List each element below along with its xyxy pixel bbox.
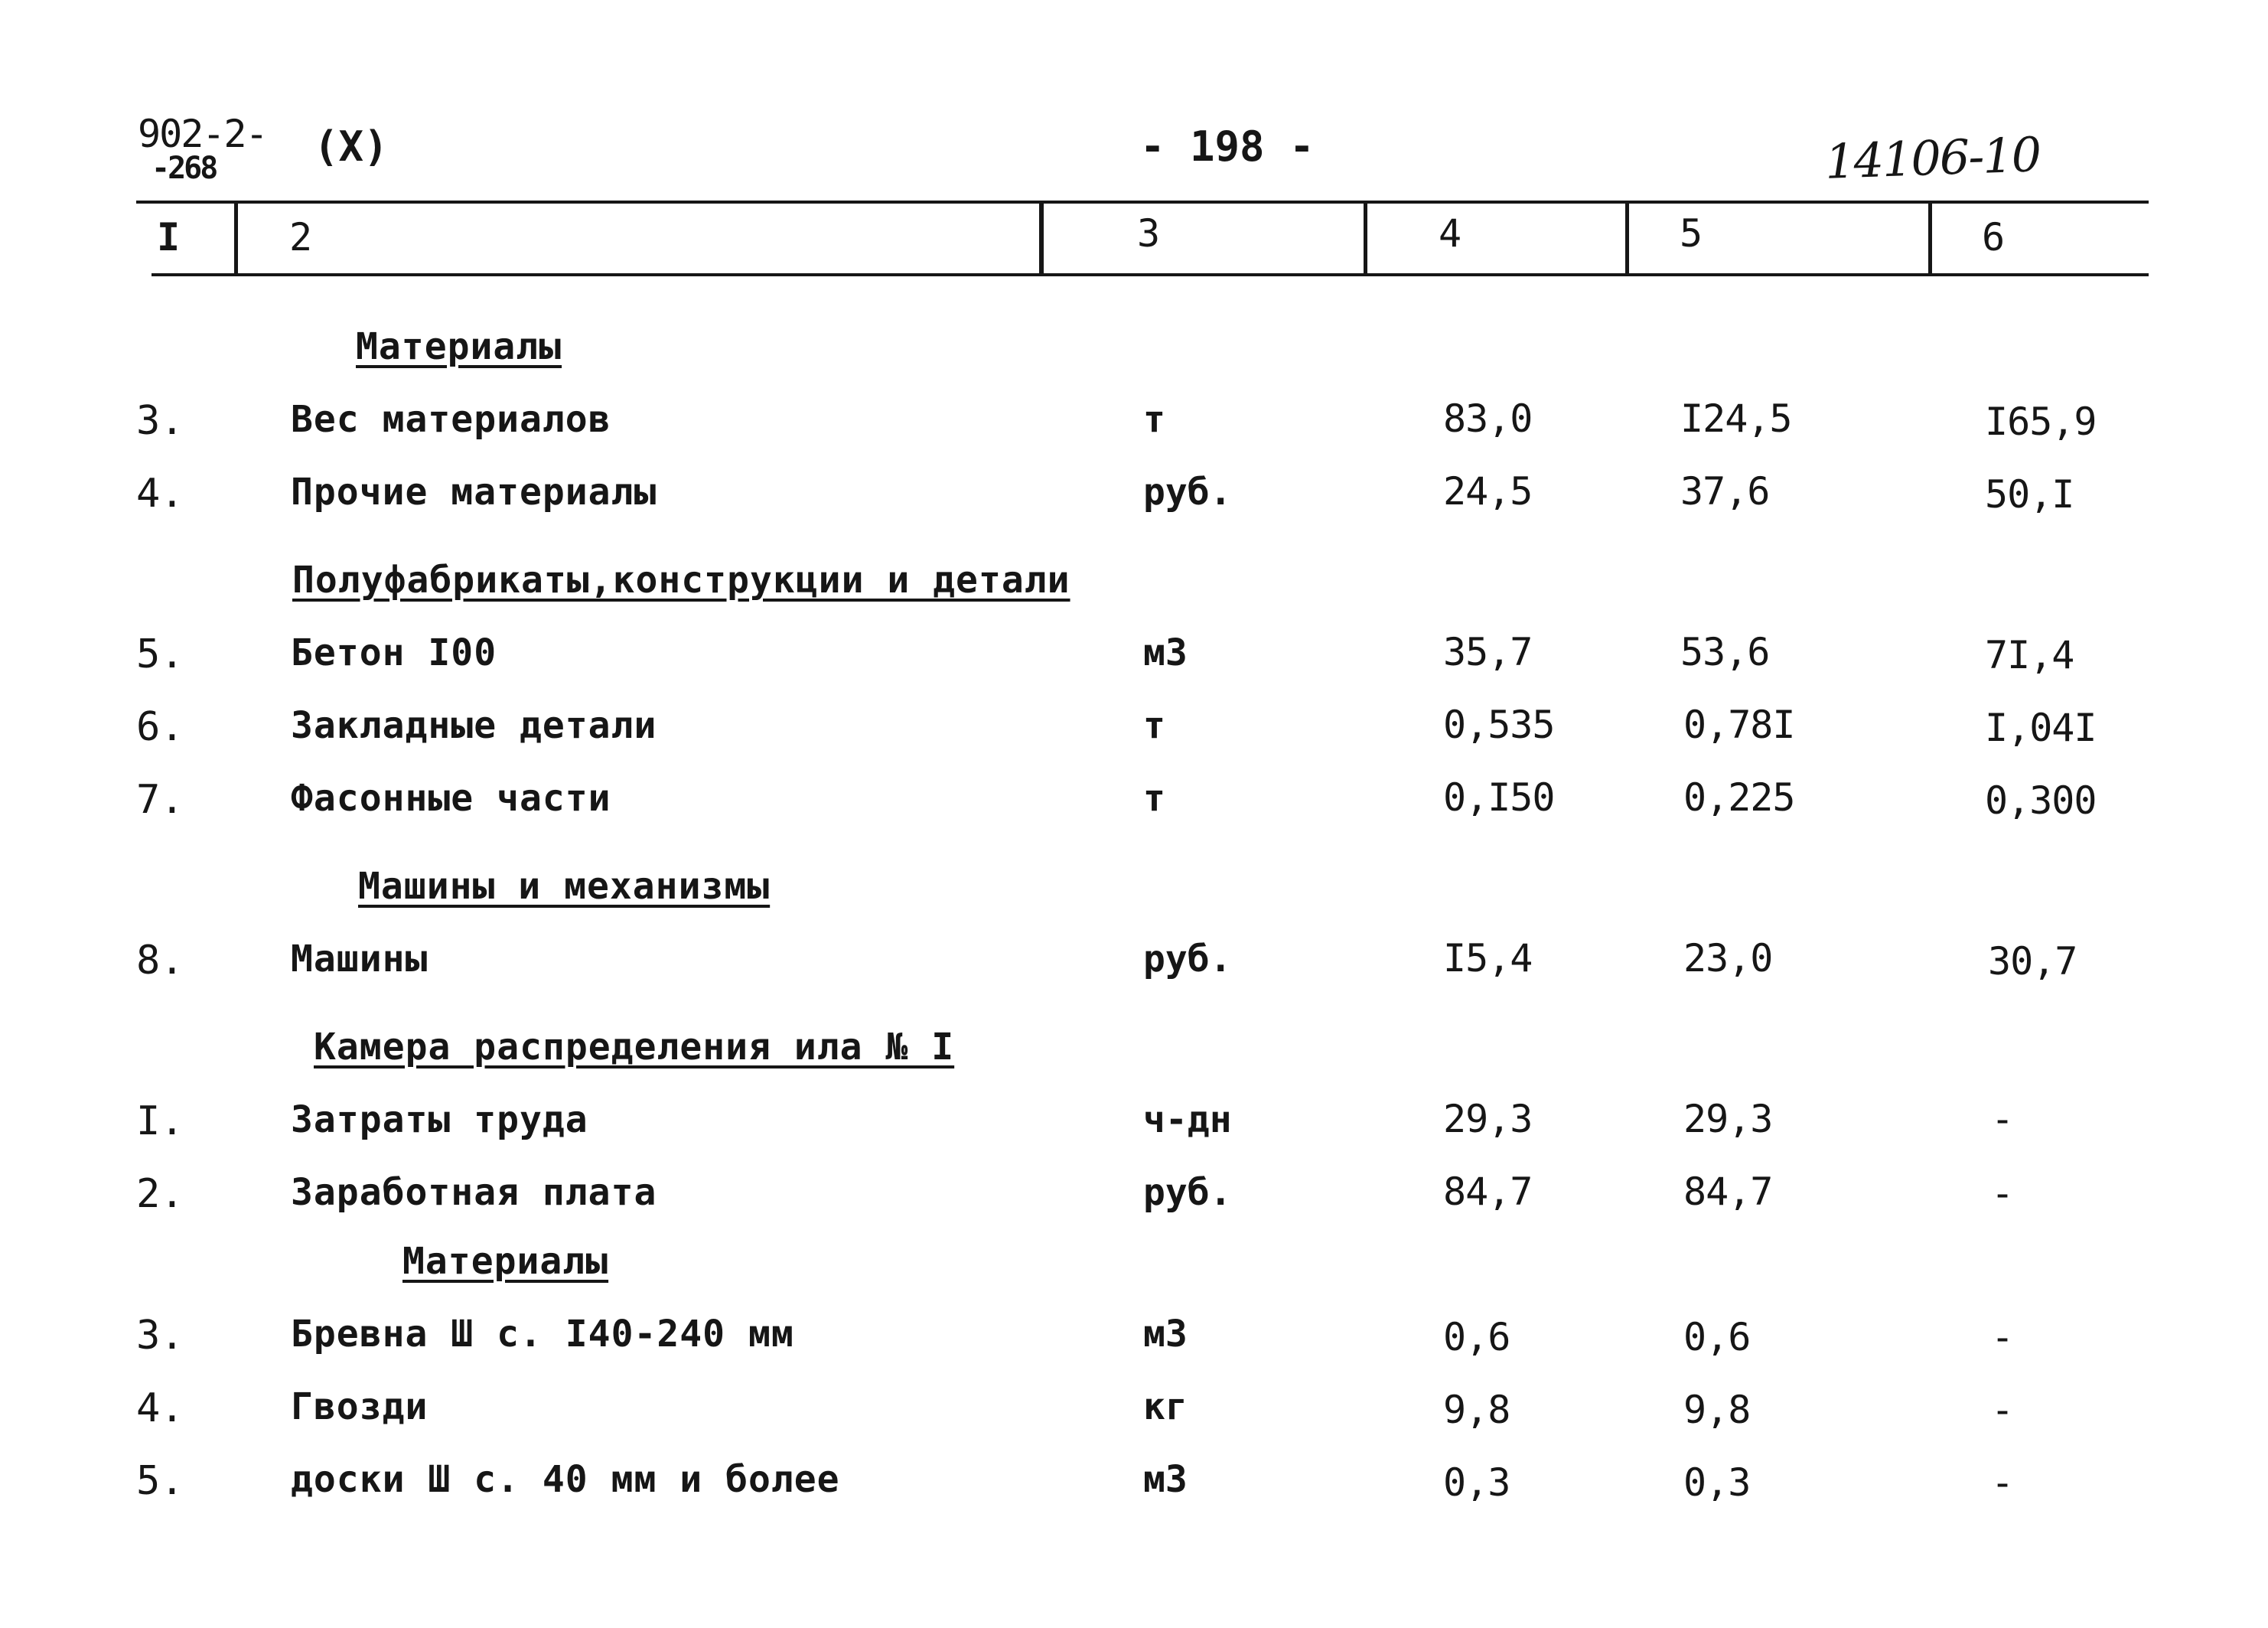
row-value-col4: 0,535 xyxy=(1443,703,1555,747)
row-value-col4: 0,I50 xyxy=(1443,775,1555,820)
row-name: Прочие материалы xyxy=(291,471,657,514)
row-value-col4: 29,3 xyxy=(1443,1097,1533,1141)
row-value-col6: 30,7 xyxy=(1988,939,2077,984)
page-number: - 198 - xyxy=(1140,122,1315,171)
row-name: Бревна Ш с. I40-240 мм xyxy=(291,1313,794,1356)
row-value-col4: I5,4 xyxy=(1443,936,1533,980)
row-unit: ч-дн xyxy=(1143,1098,1232,1141)
row-value-col5: 0,3 xyxy=(1683,1460,1751,1505)
row-name: Затраты труда xyxy=(291,1098,588,1141)
row-value-col5: 53,6 xyxy=(1680,630,1770,674)
row-value-col6: - xyxy=(1991,1315,2014,1359)
row-value-col4: 84,7 xyxy=(1443,1170,1533,1214)
row-value-col5: 0,225 xyxy=(1683,775,1795,820)
document-code-suffix: (X) xyxy=(314,122,389,171)
row-number: 4. xyxy=(136,1385,184,1431)
row-number: 5. xyxy=(136,631,184,677)
column-divider-5 xyxy=(1928,202,1932,276)
column-header-2: 2 xyxy=(289,215,313,259)
section-heading: Материалы xyxy=(402,1240,609,1283)
row-value-col5: I24,5 xyxy=(1680,396,1792,441)
row-unit: м3 xyxy=(1143,1458,1188,1501)
row-number: 2. xyxy=(136,1171,184,1217)
row-name: Вес материалов xyxy=(291,398,611,441)
row-value-col4: 0,6 xyxy=(1443,1315,1510,1359)
row-value-col6: I,04I xyxy=(1985,706,2097,750)
column-header-5: 5 xyxy=(1680,211,1703,256)
row-number: I. xyxy=(136,1098,184,1144)
row-value-col5: 0,78I xyxy=(1683,703,1795,747)
row-name: Закладные детали xyxy=(291,704,657,747)
row-value-col6: 50,I xyxy=(1985,472,2074,517)
row-name: Бетон I00 xyxy=(291,631,497,674)
row-unit: руб. xyxy=(1143,938,1232,980)
row-name: доски Ш с. 40 мм и более xyxy=(291,1458,840,1501)
row-name: Гвозди xyxy=(291,1385,429,1428)
document-code-bottom: -268 xyxy=(152,151,217,186)
column-divider-2 xyxy=(1039,202,1044,276)
row-value-col5: 9,8 xyxy=(1683,1388,1751,1432)
row-value-col6: - xyxy=(1991,1460,2014,1505)
row-value-col5: 23,0 xyxy=(1683,936,1773,980)
row-unit: кг xyxy=(1143,1385,1188,1428)
row-number: 6. xyxy=(136,704,184,750)
row-unit: м3 xyxy=(1143,1313,1188,1356)
row-value-col4: 0,3 xyxy=(1443,1460,1510,1505)
row-name: Заработная плата xyxy=(291,1171,657,1214)
row-value-col5: 29,3 xyxy=(1683,1097,1773,1141)
row-value-col6: I65,9 xyxy=(1985,400,2097,444)
row-value-col6: - xyxy=(1991,1171,2014,1215)
handwritten-reference: 14106-10 xyxy=(1823,126,2042,190)
row-value-col6: - xyxy=(1991,1388,2014,1432)
column-divider-4 xyxy=(1625,202,1629,276)
row-unit: руб. xyxy=(1143,1171,1232,1214)
row-number: 8. xyxy=(136,938,184,984)
row-value-col4: 24,5 xyxy=(1443,469,1533,514)
row-unit: м3 xyxy=(1143,631,1188,674)
row-unit: т xyxy=(1143,777,1165,820)
document-code-top: 902-2- xyxy=(138,112,267,156)
row-name: Машины xyxy=(291,938,429,980)
row-number: 5. xyxy=(136,1458,184,1504)
column-header-4: 4 xyxy=(1439,211,1462,256)
row-number: 7. xyxy=(136,777,184,823)
row-value-col5: 0,6 xyxy=(1683,1315,1751,1359)
row-value-col6: 0,300 xyxy=(1985,778,2097,823)
column-divider-3 xyxy=(1364,202,1367,276)
table-header-bottom-rule xyxy=(152,273,2149,276)
section-heading: Машины и механизмы xyxy=(358,865,771,908)
table-top-rule xyxy=(136,201,2149,204)
row-value-col4: 35,7 xyxy=(1443,630,1533,674)
row-unit: т xyxy=(1143,398,1165,441)
column-header-1: I xyxy=(157,215,181,259)
row-unit: т xyxy=(1143,704,1165,747)
section-heading: Материалы xyxy=(356,325,562,368)
section-heading: Камера распределения ила № I xyxy=(314,1026,955,1068)
column-divider-1 xyxy=(234,202,238,276)
row-unit: руб. xyxy=(1143,471,1232,514)
row-number: 3. xyxy=(136,1313,184,1359)
column-header-6: 6 xyxy=(1982,215,2006,259)
row-number: 3. xyxy=(136,398,184,444)
row-name: Фасонные части xyxy=(291,777,611,820)
row-value-col5: 37,6 xyxy=(1680,469,1770,514)
row-value-col4: 83,0 xyxy=(1443,396,1533,441)
row-value-col4: 9,8 xyxy=(1443,1388,1510,1432)
row-value-col6: 7I,4 xyxy=(1985,633,2074,677)
row-value-col5: 84,7 xyxy=(1683,1170,1773,1214)
section-heading: Полуфабрикаты,конструкции и детали xyxy=(292,559,1070,602)
row-value-col6: - xyxy=(1991,1097,2014,1141)
column-header-3: 3 xyxy=(1137,211,1161,256)
row-number: 4. xyxy=(136,471,184,517)
